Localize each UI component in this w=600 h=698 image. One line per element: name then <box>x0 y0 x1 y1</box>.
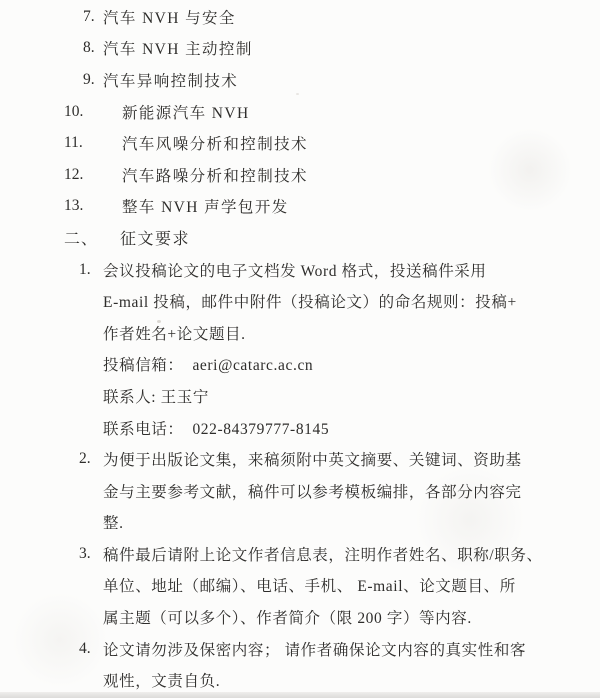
topic-label: 汽车异响控制技术 <box>103 72 239 90</box>
topic-label: 新能源汽车 NVH <box>122 104 250 122</box>
requirement-line <box>0 601 600 633</box>
requirement-text: 属主题（可以多个）、作者简介（限 200 字）等内容. <box>103 610 472 628</box>
topic-number: 8. <box>83 39 95 57</box>
requirement-detail-line <box>0 412 600 444</box>
requirement-text: 稿件最后请附上论文作者信息表，注明作者姓名、职称/职务、 <box>103 546 543 564</box>
topic-label: 汽车路噪分析和控制技术 <box>122 167 308 185</box>
topic-label: 汽车风噪分析和控制技术 <box>122 136 308 154</box>
requirement-first-line <box>0 633 600 665</box>
requirement-number: 2. <box>79 450 91 468</box>
topic-item <box>0 1 600 33</box>
requirement-text: 作者姓名+论文题目. <box>103 325 246 343</box>
requirements-list <box>0 254 600 696</box>
requirement-line <box>0 507 600 539</box>
topic-number: 11. <box>64 134 83 152</box>
requirement-detail-text: 投稿信箱： aeri@catarc.ac.cn <box>103 357 314 375</box>
requirement-text: 金与主要参考文献，稿件可以参考模板编排，各部分内容完 <box>103 483 522 501</box>
topic-item <box>0 159 600 191</box>
requirement-line <box>0 317 600 349</box>
document-content <box>0 1 600 696</box>
topic-number: 13. <box>64 197 84 215</box>
requirement-text: 整. <box>103 515 124 533</box>
topic-item <box>0 64 600 96</box>
section-heading <box>0 222 600 254</box>
topic-number: 9. <box>83 70 95 88</box>
requirement-detail-line <box>0 380 600 412</box>
topic-label: 汽车 NVH 与安全 <box>103 9 236 27</box>
topic-number: 12. <box>64 165 84 183</box>
requirement-text: 单位、地址（邮编）、电话、手机、 E-mail、论文题目、所 <box>103 578 516 596</box>
requirement-line <box>0 285 600 317</box>
topic-number: 10. <box>64 102 84 120</box>
topic-item <box>0 33 600 65</box>
requirement-first-line <box>0 538 600 570</box>
requirement-text: 观性，文责自负. <box>103 673 221 691</box>
scan-bottom-edge <box>0 692 600 698</box>
topic-label: 整车 NVH 声学包开发 <box>122 199 289 217</box>
topic-number: 7. <box>83 7 95 25</box>
topic-list <box>0 1 600 222</box>
topic-item <box>0 191 600 223</box>
requirement-text: 为便于出版论文集，来稿须附中英文摘要、关键词、资助基 <box>103 452 522 470</box>
scan-speck <box>296 93 299 95</box>
topic-item <box>0 127 600 159</box>
section-number: 二、 <box>64 231 99 249</box>
section-title: 征文要求 <box>120 231 191 249</box>
requirement-number: 3. <box>79 544 91 562</box>
requirement-text: E-mail 投稿，邮件中附件（投稿论文）的命名规则：投稿+ <box>103 294 517 312</box>
requirement-detail-text: 联系电话： 022-84379777-8145 <box>103 420 330 438</box>
requirement-detail-text: 联系人: 王玉宁 <box>103 388 209 406</box>
requirement-detail-line <box>0 349 600 381</box>
topic-item <box>0 96 600 128</box>
scan-speck <box>157 320 161 323</box>
requirement-first-line <box>0 254 600 286</box>
requirement-line <box>0 570 600 602</box>
requirement-number: 4. <box>79 639 91 657</box>
requirement-first-line <box>0 443 600 475</box>
requirement-line <box>0 475 600 507</box>
requirement-text: 论文请勿涉及保密内容； 请作者确保论文内容的真实性和客 <box>103 641 527 659</box>
topic-label: 汽车 NVH 主动控制 <box>103 41 253 59</box>
requirement-text: 会议投稿论文的电子文档发 Word 格式，投送稿件采用 <box>103 262 487 280</box>
requirement-number: 1. <box>79 260 91 278</box>
